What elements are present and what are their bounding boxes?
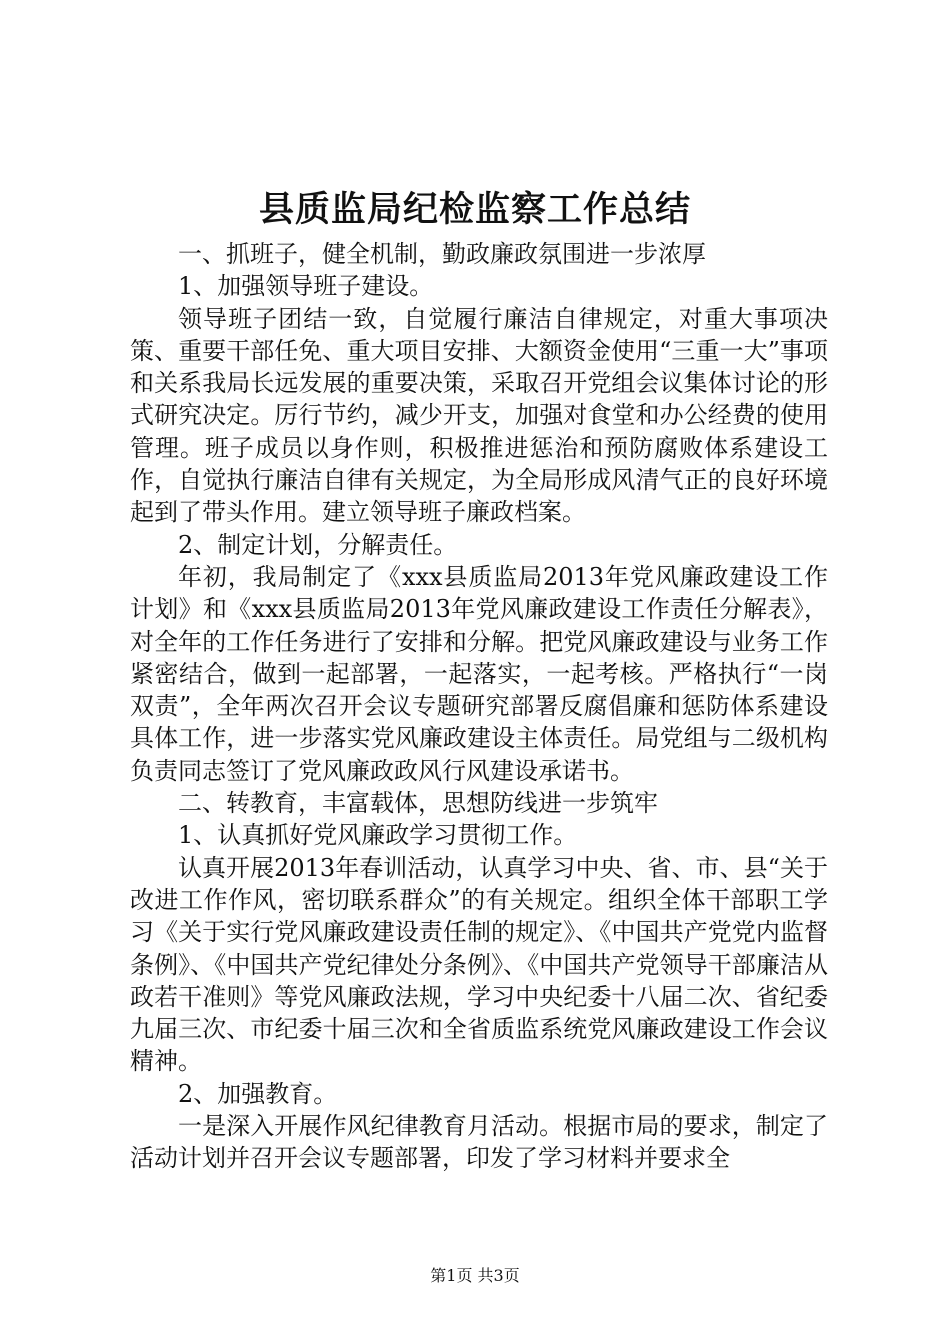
subsection-heading-1-1: 1、加强领导班子建设。 xyxy=(178,272,434,301)
subsection-heading-2-2: 2、加强教育。 xyxy=(178,1079,338,1108)
body-paragraph: 领导班子团结一致，自觉履行廉洁自律规定，对重大事项决策、重要干部任免、重大项目安排、大额资金使用“三重一大”事项和关系我局长远发展的重要决策，采取召开党组会议集体讨论的形式研究决定。厉行节约，减少开支，加强对食堂和办公经费的使用管理。班子成员以身作则，积极推进惩治和预防腐败体系建设工作，自觉执行廉洁自律有关规定，为全局形成风清气正的良好环境起到了带头作用。建立领导班子廉政档案。 xyxy=(130,304,828,527)
body-paragraph: 一是深入开展作风纪律教育月活动。根据市局的要求，制定了活动计划并召开会议专题部署，印发了学习材料并要求全 xyxy=(130,1112,828,1173)
body-paragraph: 认真开展2013年春训活动，认真学习中央、省、市、县“关于改进工作作风，密切联系群众”的有关规定。组织全体干部职工学习《关于实行党风廉政建设责任制的规定》、《中国共产党党内监督条例》、《中国共产党纪律处分条例》、《中国共产党领导干部廉洁从政若干准则》等党风廉政法规，学习中央纪委十八届二次、省纪委九届三次、市纪委十届三次和全省质监系统党风廉政建设工作会议精神。 xyxy=(130,853,828,1076)
section-heading-1: 一、抓班子，健全机制，勤政廉政氛围进一步浓厚 xyxy=(178,240,706,268)
document-body xyxy=(130,238,828,1175)
subsection-heading-1-2: 2、制定计划，分解责任。 xyxy=(178,530,458,559)
page-number-footer: 第1页 共3页 xyxy=(430,1266,520,1285)
subsection-heading-2-1: 1、认真抓好党风廉政学习贯彻工作。 xyxy=(178,821,578,850)
document-title: 县质监局纪检监察工作总结 xyxy=(258,189,691,230)
section-heading-2: 二、转教育，丰富载体，思想防线进一步筑牢 xyxy=(178,789,658,818)
body-paragraph: 年初，我局制定了《xxx县质监局2013年党风廉政建设工作计划》和《xxx县质监局2013年党风廉政建设工作责任分解表》，对全年的工作任务进行了安排和分解。把党风廉政建设与业务工作紧密结合，做到一起部署，一起落实，一起考核。严格执行“一岗双责”，全年两次召开会议专题研究部署反腐倡廉和惩防体系建设具体工作，进一步落实党风廉政建设主体责任。局党组与二级机构负责同志签订了党风廉政政风行风建设承诺书。 xyxy=(130,562,828,785)
